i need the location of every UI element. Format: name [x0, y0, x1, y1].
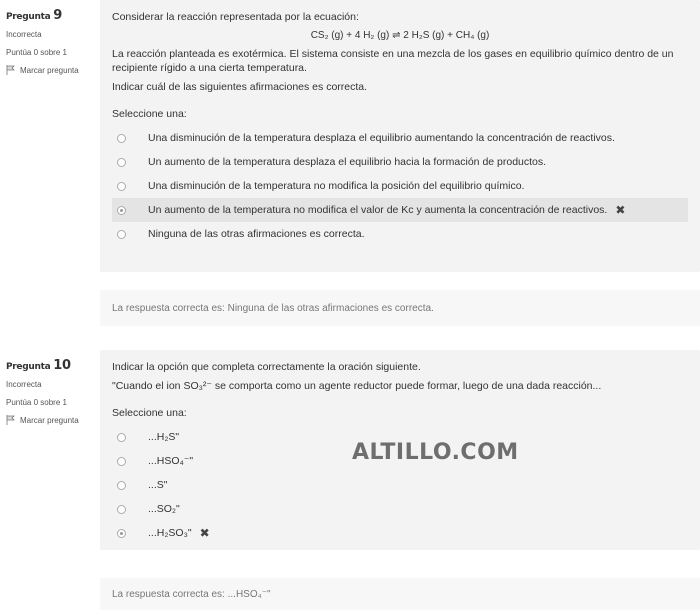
- radio-button[interactable]: [117, 457, 126, 466]
- correct-answer-feedback: La respuesta correcta es: ...HSO₄⁻": [100, 578, 700, 610]
- question-text: Indicar la opción que completa correctamente la oración siguiente. "Cuando el ion SO₃²⁻ se comporta como un agente reductor puede formar, luego de una dada reacción...: [112, 361, 602, 392]
- radio-button[interactable]: [117, 481, 126, 490]
- radio-button[interactable]: [117, 505, 126, 514]
- radio-button[interactable]: [117, 158, 126, 167]
- chemical-equation: CS₂ (g) + 4 H₂ (g) ⇌ 2 H₂S (g) + CH₄ (g): [310, 30, 490, 41]
- question-state: Incorrecta: [6, 30, 42, 39]
- cross-icon: ✖: [615, 203, 626, 217]
- answer-option-selected[interactable]: Un aumento de la temperatura no modifica el valor de Kc y aumenta la concentración de reactivos. ✖: [112, 198, 688, 222]
- answer-option-selected[interactable]: ...H₂SO₃" ✖: [112, 521, 688, 545]
- question-info: [6, 358, 96, 425]
- question-grade: Puntúa 0 sobre 1: [6, 48, 67, 57]
- answer-prompt: Seleccione una:: [112, 108, 187, 120]
- question-formulation: [100, 0, 700, 272]
- radio-button-checked[interactable]: [117, 529, 126, 538]
- radio-button[interactable]: [117, 182, 126, 191]
- answer-prompt: Seleccione una:: [112, 407, 187, 419]
- answer-option[interactable]: Una disminución de la temperatura desplaza el equilibrio aumentando la concentración de reactivos.: [112, 126, 688, 150]
- radio-button-checked[interactable]: [117, 206, 126, 215]
- watermark: ALTILLO.COM: [352, 440, 519, 465]
- question-info: [6, 8, 96, 75]
- flag-icon: [6, 65, 16, 75]
- answer-option[interactable]: ...HSO₄⁻": [112, 449, 688, 473]
- cross-icon: ✖: [199, 526, 210, 540]
- flag-icon: [6, 415, 16, 425]
- answer-option[interactable]: ...H₂S": [112, 425, 688, 449]
- answer-option[interactable]: Ninguna de las otras afirmaciones es correcta.: [112, 222, 688, 246]
- question-text: Considerar la reacción representada por la ecuación: CS₂ (g) + 4 H₂ (g) ⇌ 2 H₂S (g) + CH₄ (g) La reacción planteada es exotérmica. El sistema consiste en una mezcla de los gases en equilibrio químico dentro de un recipiente rígido a una cierta temperatura. Indicar cuál de las siguientes afirmaciones es correcta.: [112, 10, 688, 94]
- radio-button[interactable]: [117, 230, 126, 239]
- question-number: Pregunta 9: [6, 8, 62, 23]
- answer-option[interactable]: Un aumento de la temperatura desplaza el equilibrio hacia la formación de productos.: [112, 150, 688, 174]
- question-state: Incorrecta: [6, 380, 42, 389]
- question-number: Pregunta 10: [6, 358, 71, 373]
- answer-option[interactable]: ...S": [112, 473, 688, 497]
- question-grade: Puntúa 0 sobre 1: [6, 398, 67, 407]
- flag-question-link[interactable]: Marcar pregunta: [6, 415, 96, 425]
- answer-option[interactable]: Una disminución de la temperatura no modifica la posición del equilibrio químico.: [112, 174, 688, 198]
- question-10: [0, 350, 700, 610]
- radio-button[interactable]: [117, 134, 126, 143]
- answer-options: [112, 126, 688, 246]
- radio-button[interactable]: [117, 433, 126, 442]
- answer-option[interactable]: ...SO₂": [112, 497, 688, 521]
- flag-question-link[interactable]: Marcar pregunta: [6, 65, 96, 75]
- correct-answer-feedback: La respuesta correcta es: Ninguna de las otras afirmaciones es correcta.: [100, 290, 700, 326]
